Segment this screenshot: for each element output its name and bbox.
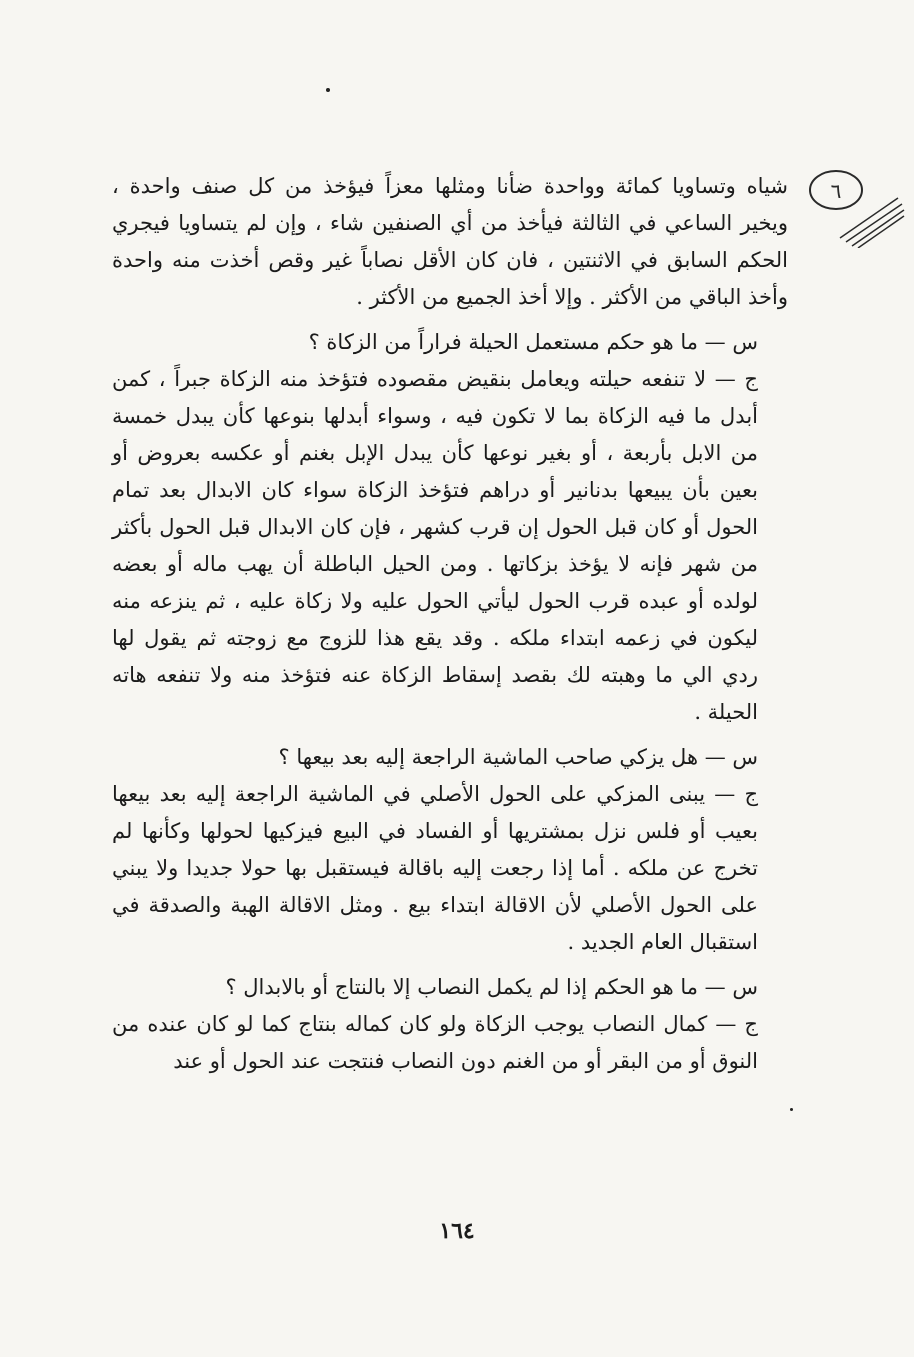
ink-dot <box>790 1108 793 1111</box>
question-2: س — هل يزكي صاحب الماشية الراجعة إليه بعد بيعها ؟ <box>278 745 758 769</box>
body-text <box>112 168 788 1080</box>
ink-dot <box>326 88 330 92</box>
question-3: س — ما هو الحكم إذا لم يكمل النصاب إلا بالنتاج أو بالابدال ؟ <box>225 975 758 999</box>
paragraph-continuation: شياه وتساويا كمائة وواحدة ضأنا ومثلها معزاً فيؤخذ من كل صنف واحدة ، ويخير الساعي في الثالثة فيأخذ من أي الصنفين شاء ، وإن لم يتساويا فيجري الحكم السابق في الاثنتين ، فان كان الأقل نصاباً غير وقص أخذت منه واحدة وأخذ الباقي من الأكثر . وإلا أخذ الجميع من الأكثر . <box>112 174 788 309</box>
page-number: ١٦٤ <box>439 1218 475 1244</box>
margin-note: ٦ <box>830 179 842 203</box>
margin-annotation <box>806 168 906 248</box>
answer-3: ج — كمال النصاب يوجب الزكاة ولو كان كماله بنتاج كما لو كان عنده من النوق أو من البقر أو من الغنم دون النصاب فنتجت عند الحول أو عند <box>112 1012 758 1073</box>
question-1: س — ما هو حكم مستعمل الحيلة فراراً من الزكاة ؟ <box>308 330 758 354</box>
answer-2: ج — يبنى المزكي على الحول الأصلي في الماشية الراجعة إليه بعد بيعها بعيب أو فلس نزل بمشتريها أو الفساد في البيع فيزكيها لحولها وكأنها لم تخرج عن ملكه . أما إذا رجعت إليه باقالة فيستقبل بها حولا جديدا ولا يبني على الحول الأصلي لأن الاقالة ابتداء بيع . ومثل الاقالة الهبة والصدقة في استقبال العام الجديد . <box>112 782 758 954</box>
answer-1: ج — لا تنفعه حيلته ويعامل بنقيض مقصوده فتؤخذ منه الزكاة جبراً ، كمن أبدل ما فيه الزكاة بما لا تكون فيه ، وسواء أبدلها بنوعها كأن يبدل خمسة من الابل بأربعة ، أو بغير نوعها كأن يبدل الإبل بغنم أو عكسه بعروض أو بعين بأن يبيعها بدنانير أو دراهم فتؤخذ الزكاة سواء كان الابدال بعد تمام الحول أو كان قبل الحول إن قرب كشهر ، فإن كان الابدال قبل الحول بأكثر من شهر فإنه لا يؤخذ بزكاتها . ومن الحيل الباطلة أن يهب ماله أو بعضه لولده أو عبده قرب الحول ليأتي الحول عليه ولا زكاة عليه ، ثم ينزعه منه ليكون في زعمه ابتداء ملكه . وقد يقع هذا للزوج مع زوجته ثم يقول لها ردي الي ما وهبته لك بقصد إسقاط الزكاة عنه فتؤخذ منه ولا تنفعه هاته الحيلة . <box>112 367 758 724</box>
